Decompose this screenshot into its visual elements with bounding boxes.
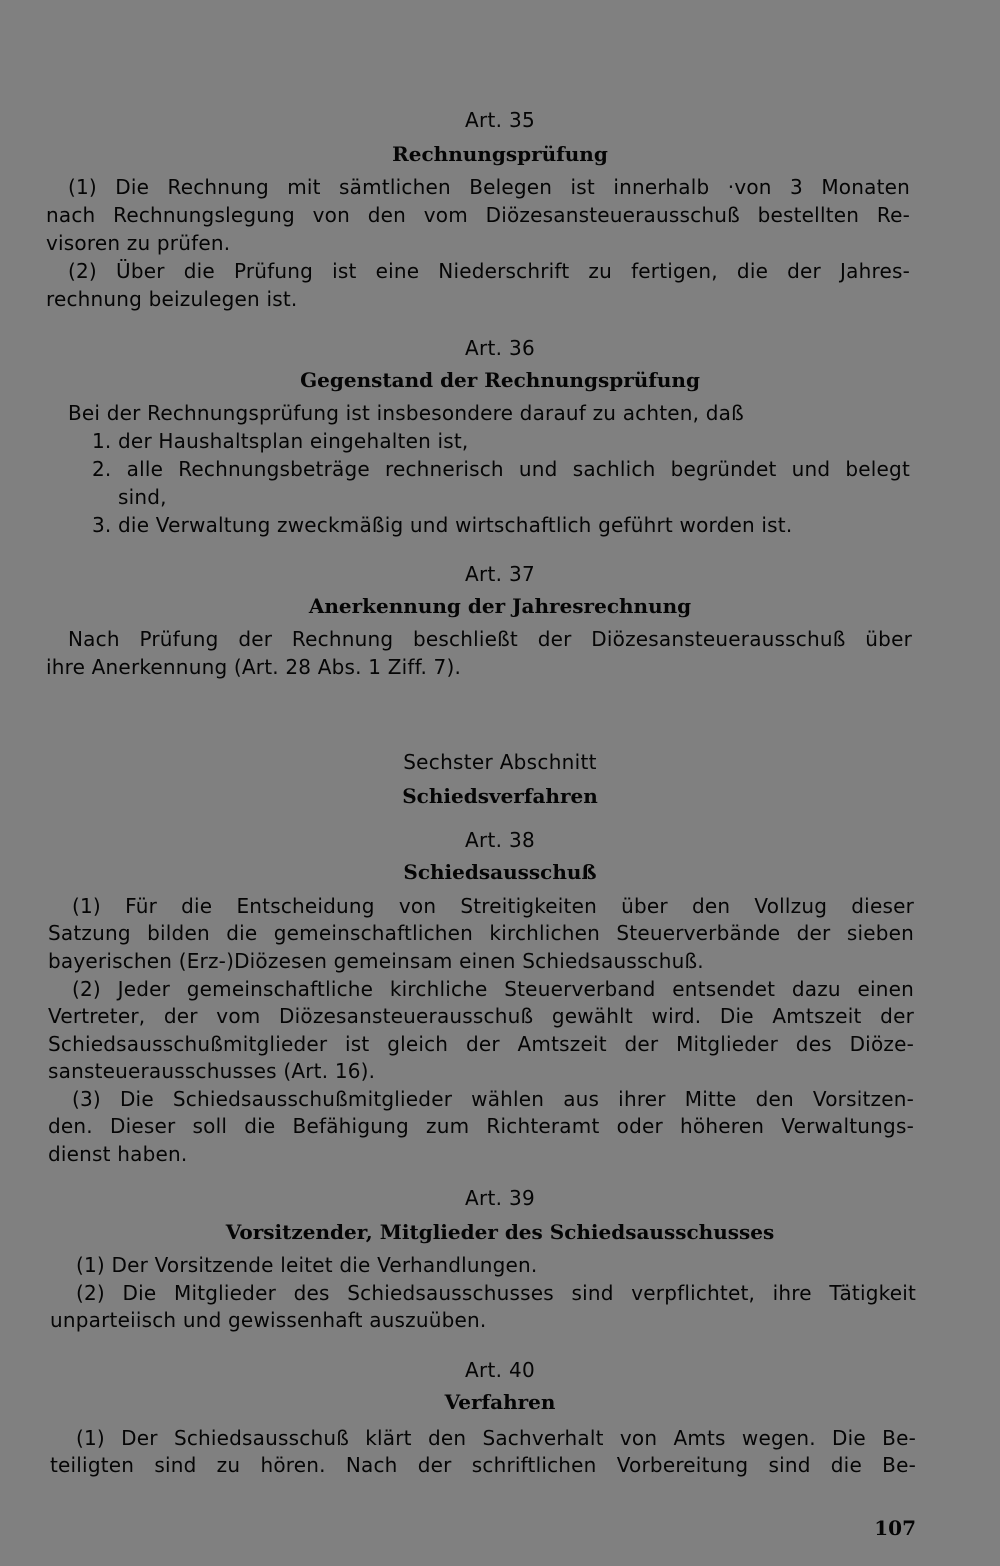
art-37-line-1: Nach Prüfung der Rechnung beschließt der Diözesansteuerausschuß über: [68, 627, 912, 651]
section-title: Schiedsverfahren: [402, 784, 598, 808]
art-39-title: Vorsitzender, Mitglieder des Schiedsausschusses: [225, 1220, 775, 1244]
art-39-line-1: (1) Der Vorsitzende leitet die Verhandlungen.: [76, 1253, 538, 1277]
art-39-heading: Art. 39: [464, 1186, 535, 1210]
art-38-line-3: bayerischen (Erz-)Diözesen gemeinsam einen Schiedsausschuß.: [48, 949, 704, 973]
art-35-line-5: rechnung beizulegen ist.: [46, 287, 298, 311]
art-36-heading: Art. 36: [464, 336, 535, 360]
art-36-line-4: sind,: [118, 485, 167, 509]
art-38-line-5: Vertreter, der vom Diözesansteuerausschuß gewählt wird. Die Amtszeit der: [48, 1004, 914, 1028]
art-38-line-8: (3) Die Schiedsausschußmitglieder wählen aus ihrer Mitte den Vorsitzen-: [72, 1087, 914, 1111]
art-37-heading: Art. 37: [464, 562, 535, 586]
section-heading: Sechster Abschnitt: [403, 750, 597, 774]
art-38-line-9: den. Dieser soll die Befähigung zum Richteramt oder höheren Verwaltungs-: [48, 1114, 914, 1138]
art-38-line-7: sansteuerausschusses (Art. 16).: [48, 1059, 376, 1083]
page-number: 107: [874, 1516, 916, 1540]
art-36-title: Gegenstand der Rechnungsprüfung: [300, 368, 700, 392]
art-35-line-2: nach Rechnungslegung von den vom Diözesansteuerausschuß bestellten Re-: [46, 203, 910, 227]
art-36-line-3: 2. alle Rechnungsbeträge rechnerisch und sachlich begründet und belegt: [92, 457, 910, 481]
art-40-line-2: teiligten sind zu hören. Nach der schriftlichen Vorbereitung sind die Be-: [50, 1453, 916, 1477]
art-38-line-6: Schiedsausschußmitglieder ist gleich der Amtszeit der Mitglieder des Diöze-: [48, 1032, 914, 1056]
art-39-line-2: (2) Die Mitglieder des Schiedsausschusses sind verpflichtet, ihre Tätigkeit: [76, 1281, 916, 1305]
art-38-line-2: Satzung bilden die gemeinschaftlichen kirchlichen Steuerverbände der sieben: [48, 921, 914, 945]
art-40-title: Verfahren: [444, 1390, 556, 1414]
art-36-line-2: 1. der Haushaltsplan eingehalten ist,: [92, 429, 469, 453]
art-38-title: Schiedsausschuß: [403, 860, 597, 884]
art-35-line-1: (1) Die Rechnung mit sämtlichen Belegen ist innerhalb ·von 3 Monaten: [68, 175, 910, 199]
art-40-heading: Art. 40: [464, 1358, 535, 1382]
art-37-title: Anerkennung der Jahresrechnung: [308, 594, 692, 618]
art-39-line-3: unparteiisch und gewissenhaft auszuüben.: [50, 1308, 487, 1332]
art-35-line-4: (2) Über die Prüfung ist eine Niederschrift zu fertigen, die der Jahres-: [68, 259, 910, 283]
art-36-line-5: 3. die Verwaltung zweckmäßig und wirtschaftlich geführt worden ist.: [92, 513, 793, 537]
art-36-line-1: Bei der Rechnungsprüfung ist insbesondere darauf zu achten, daß: [68, 401, 744, 425]
art-38-line-4: (2) Jeder gemeinschaftliche kirchliche Steuerverband entsendet dazu einen: [72, 977, 914, 1001]
art-35-line-3: visoren zu prüfen.: [46, 231, 231, 255]
art-35-title: Rechnungsprüfung: [392, 142, 608, 166]
art-37-line-2: ihre Anerkennung (Art. 28 Abs. 1 Ziff. 7).: [46, 655, 462, 679]
art-38-line-1: (1) Für die Entscheidung von Streitigkeiten über den Vollzug dieser: [72, 894, 914, 918]
art-40-line-1: (1) Der Schiedsausschuß klärt den Sachverhalt von Amts wegen. Die Be-: [76, 1426, 916, 1450]
art-38-heading: Art. 38: [464, 828, 535, 852]
art-35-heading: Art. 35: [464, 108, 535, 132]
art-38-line-10: dienst haben.: [48, 1142, 188, 1166]
